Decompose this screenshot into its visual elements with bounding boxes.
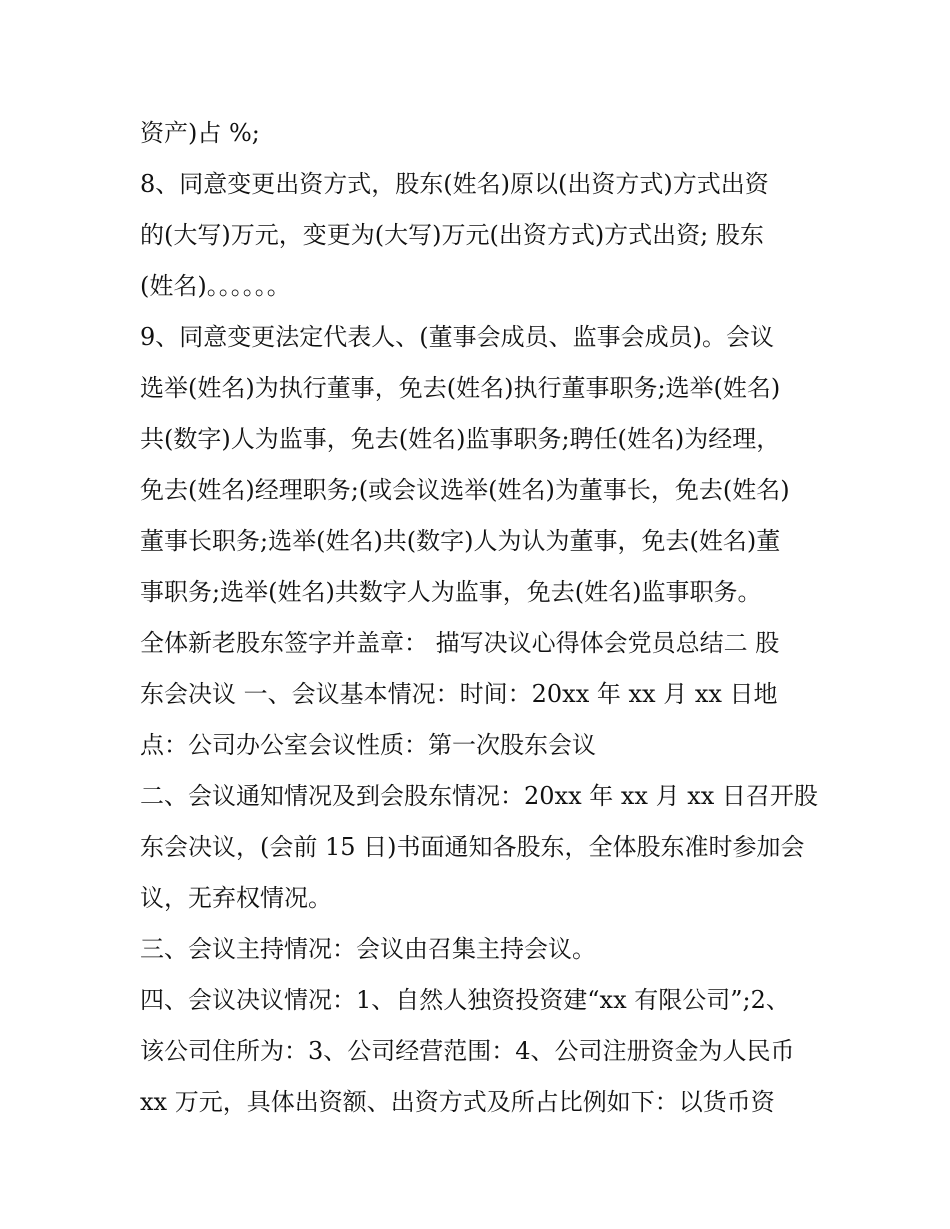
text-line: 资产)占 %; <box>140 119 260 147</box>
text-line: 9、同意变更法定代表人、(董事会成员、监事会成员)。会议 <box>140 323 774 351</box>
document-body <box>140 108 820 1128</box>
text-line: 全体新老股东签字并盖章： 描写决议心得体会党员总结二 股 <box>140 629 780 657</box>
text-line: 8、同意变更出资方式，股东(姓名)原以(出资方式)方式出资 <box>140 170 769 198</box>
text-line: 免去(姓名)经理职务;(或会议选举(姓名)为董事长，免去(姓名) <box>140 476 790 504</box>
text-line: 选举(姓名)为执行董事，免去(姓名)执行董事职务;选举(姓名) <box>140 374 781 402</box>
text-line: 二、会议通知情况及到会股东情况：20xx 年 xx 月 xx 日召开股 <box>140 782 818 810</box>
text-line: 该公司住所为：3、公司经营范围：4、公司注册资金为人民币 <box>140 1037 795 1065</box>
text-line: 事职务;选举(姓名)共数字人为监事，免去(姓名)监事职务。 <box>140 578 762 606</box>
text-line: 共(数字)人为监事，免去(姓名)监事职务;聘任(姓名)为经理， <box>140 425 781 453</box>
text-line: 点：公司办公室会议性质：第一次股东会议 <box>140 731 596 759</box>
text-line: 三、会议主持情况：会议由召集主持会议。 <box>140 935 596 963</box>
text-line: 东会决议 一、会议基本情况：时间：20xx 年 xx 月 xx 日地 <box>140 680 778 708</box>
text-line: 东会决议，(会前 15 日)书面通知各股东，全体股东准时参加会 <box>140 833 805 861</box>
text-line: (姓名)。。。。。。 <box>140 272 291 300</box>
text-line: 议，无弃权情况。 <box>140 884 332 912</box>
text-line: 董事长职务;选举(姓名)共(数字)人为认为董事，免去(姓名)董 <box>140 527 781 555</box>
text-line: 四、会议决议情况：1、自然人独资投资建“xx 有限公司”;2、 <box>140 986 790 1014</box>
text-line: xx 万元，具体出资额、出资方式及所占比例如下：以货币资 <box>140 1088 775 1116</box>
text-line: 的(大写)万元，变更为(大写)万元(出资方式)方式出资; 股东 <box>140 221 764 249</box>
